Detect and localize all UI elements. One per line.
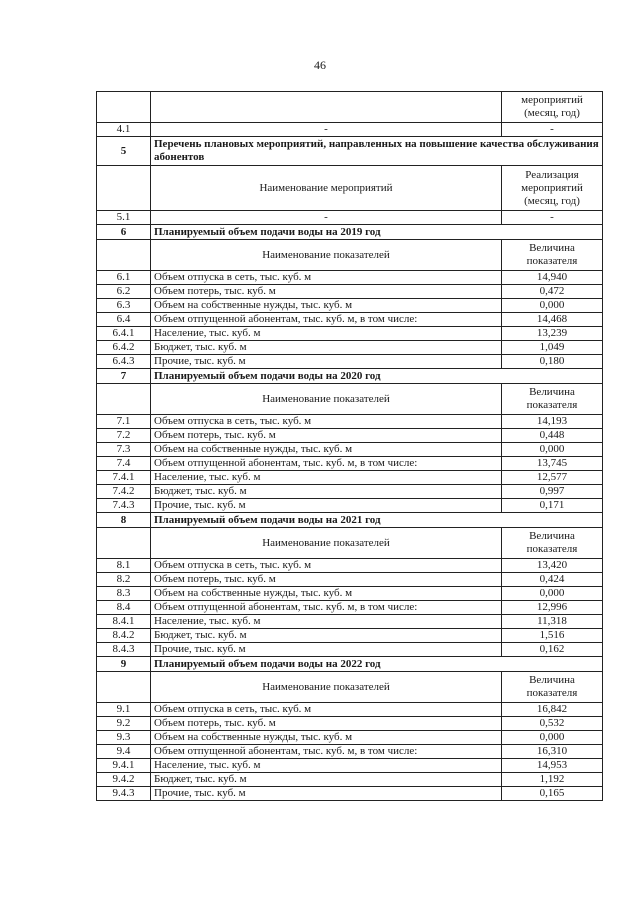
row-value: 16,310: [502, 745, 603, 759]
row-value: -: [502, 211, 603, 225]
table-row: [97, 499, 603, 513]
table-row: [97, 485, 603, 499]
column-header: Величина показателя: [502, 528, 603, 559]
column-header: мероприятий (месяц, год): [502, 92, 603, 123]
row-number: 7.3: [97, 443, 151, 457]
row-name: Объем на собственные нужды, тыс. куб. м: [151, 299, 502, 313]
row-number: 9.3: [97, 731, 151, 745]
empty-cell: [97, 92, 151, 123]
section-header-row: [97, 240, 603, 271]
section-header-row: [97, 672, 603, 703]
row-value: 0,000: [502, 299, 603, 313]
section-title: Планируемый объем подачи воды на 2021 год: [151, 513, 603, 528]
empty-cell: [151, 92, 502, 123]
table-row: [97, 587, 603, 601]
empty-cell: [97, 240, 151, 271]
table-row: [97, 271, 603, 285]
row-name: Объем отпущенной абонентам, тыс. куб. м, в том числе:: [151, 601, 502, 615]
section-header-row: [97, 528, 603, 559]
row-number: 8.4.3: [97, 643, 151, 657]
table-row: [97, 211, 603, 225]
row-value: 12,996: [502, 601, 603, 615]
row-number: 8.1: [97, 559, 151, 573]
row-name: Объем потерь, тыс. куб. м: [151, 717, 502, 731]
table-row: [97, 703, 603, 717]
table-row: [97, 787, 603, 801]
row-name: Объем на собственные нужды, тыс. куб. м: [151, 587, 502, 601]
row-name: Бюджет, тыс. куб. м: [151, 341, 502, 355]
row-name: Население, тыс. куб. м: [151, 615, 502, 629]
page-number: 46: [314, 58, 326, 72]
table-row: [97, 731, 603, 745]
row-number: 4.1: [97, 123, 151, 137]
column-header: Наименование показателей: [151, 384, 502, 415]
row-name: Объем потерь, тыс. куб. м: [151, 573, 502, 587]
row-number: 8.4: [97, 601, 151, 615]
row-number: 6.4.1: [97, 327, 151, 341]
row-name: Объем отпущенной абонентам, тыс. куб. м, в том числе:: [151, 313, 502, 327]
column-header: Реализация мероприятий (месяц, год): [502, 166, 603, 211]
row-number: 7.2: [97, 429, 151, 443]
row-value: 14,940: [502, 271, 603, 285]
row-name: Бюджет, тыс. куб. м: [151, 773, 502, 787]
row-value: 13,745: [502, 457, 603, 471]
row-number: 9.4.2: [97, 773, 151, 787]
row-number: 9.4: [97, 745, 151, 759]
table-row: [97, 443, 603, 457]
row-number: 9.4.1: [97, 759, 151, 773]
row-number: 7.4.2: [97, 485, 151, 499]
row-value: 0,165: [502, 787, 603, 801]
row-value: 0,000: [502, 731, 603, 745]
row-number: 7.1: [97, 415, 151, 429]
row-value: 0,162: [502, 643, 603, 657]
row-name: Объем потерь, тыс. куб. м: [151, 285, 502, 299]
table-row: [97, 313, 603, 327]
table-row: [97, 299, 603, 313]
section-title-row: [97, 513, 603, 528]
table-row: [97, 717, 603, 731]
row-number: 8.3: [97, 587, 151, 601]
row-name: Население, тыс. куб. м: [151, 327, 502, 341]
row-name: Население, тыс. куб. м: [151, 759, 502, 773]
section-number: 5: [97, 137, 151, 166]
table-row: [97, 759, 603, 773]
row-value: 0,000: [502, 443, 603, 457]
row-value: 16,842: [502, 703, 603, 717]
table-row: [97, 629, 603, 643]
row-number: 9.2: [97, 717, 151, 731]
row-name: Бюджет, тыс. куб. м: [151, 629, 502, 643]
row-name: Прочие, тыс. куб. м: [151, 643, 502, 657]
row-value: 14,468: [502, 313, 603, 327]
table-row: [97, 285, 603, 299]
row-name: Прочие, тыс. куб. м: [151, 355, 502, 369]
row-name: -: [151, 123, 502, 137]
row-number: 6.2: [97, 285, 151, 299]
column-header: Наименование показателей: [151, 672, 502, 703]
row-number: 7.4.3: [97, 499, 151, 513]
row-number: 6.1: [97, 271, 151, 285]
row-value: 1,516: [502, 629, 603, 643]
row-value: 0,000: [502, 587, 603, 601]
row-name: Прочие, тыс. куб. м: [151, 499, 502, 513]
row-name: -: [151, 211, 502, 225]
row-value: 0,997: [502, 485, 603, 499]
section-header-row: [97, 166, 603, 211]
section-title-row: [97, 137, 603, 166]
column-header: Наименование показателей: [151, 528, 502, 559]
row-value: 0,424: [502, 573, 603, 587]
main-table: [96, 91, 603, 801]
row-name: Объем отпуска в сеть, тыс. куб. м: [151, 415, 502, 429]
column-header: Величина показателя: [502, 672, 603, 703]
row-value: 14,953: [502, 759, 603, 773]
section-title: Планируемый объем подачи воды на 2020 год: [151, 369, 603, 384]
table-row: [97, 471, 603, 485]
row-value: 14,193: [502, 415, 603, 429]
row-number: 8.4.1: [97, 615, 151, 629]
section-title-row: [97, 225, 603, 240]
row-number: 5.1: [97, 211, 151, 225]
row-value: 12,577: [502, 471, 603, 485]
row-value: 0,448: [502, 429, 603, 443]
row-value: 0,472: [502, 285, 603, 299]
table-row: [97, 429, 603, 443]
section-title: Планируемый объем подачи воды на 2022 год: [151, 657, 603, 672]
row-name: Объем отпущенной абонентам, тыс. куб. м, в том числе:: [151, 457, 502, 471]
section-number: 6: [97, 225, 151, 240]
table-row: [97, 745, 603, 759]
table-row: [97, 327, 603, 341]
row-name: Объем потерь, тыс. куб. м: [151, 429, 502, 443]
section-title: Планируемый объем подачи воды на 2019 год: [151, 225, 603, 240]
table-row: [97, 355, 603, 369]
column-header: Величина показателя: [502, 240, 603, 271]
row-value: 13,420: [502, 559, 603, 573]
row-name: Объем отпуска в сеть, тыс. куб. м: [151, 271, 502, 285]
row-number: 6.4.2: [97, 341, 151, 355]
row-value: -: [502, 123, 603, 137]
row-number: 9.4.3: [97, 787, 151, 801]
empty-cell: [97, 528, 151, 559]
row-name: Объем отпущенной абонентам, тыс. куб. м, в том числе:: [151, 745, 502, 759]
row-value: 1,049: [502, 341, 603, 355]
section-number: 7: [97, 369, 151, 384]
table-row: [97, 559, 603, 573]
table-row: [97, 773, 603, 787]
row-name: Объем отпуска в сеть, тыс. куб. м: [151, 559, 502, 573]
section-title-row: [97, 657, 603, 672]
row-value: 13,239: [502, 327, 603, 341]
section-number: 9: [97, 657, 151, 672]
row-number: 7.4.1: [97, 471, 151, 485]
table-row: [97, 573, 603, 587]
section-header-row: [97, 384, 603, 415]
row-number: 9.1: [97, 703, 151, 717]
continuation-header-row: [97, 92, 603, 123]
main-table-body: [97, 92, 603, 801]
table-row: [97, 643, 603, 657]
row-value: 0,171: [502, 499, 603, 513]
section-number: 8: [97, 513, 151, 528]
section-title-row: [97, 369, 603, 384]
row-name: Объем на собственные нужды, тыс. куб. м: [151, 731, 502, 745]
row-value: 1,192: [502, 773, 603, 787]
row-name: Объем на собственные нужды, тыс. куб. м: [151, 443, 502, 457]
row-name: Население, тыс. куб. м: [151, 471, 502, 485]
section-title: Перечень плановых мероприятий, направленных на повышение качества обслуживания абонентов: [151, 137, 603, 166]
row-value: 11,318: [502, 615, 603, 629]
row-number: 8.2: [97, 573, 151, 587]
table-row: [97, 415, 603, 429]
column-header: Наименование показателей: [151, 240, 502, 271]
column-header: Величина показателя: [502, 384, 603, 415]
row-number: 6.4.3: [97, 355, 151, 369]
empty-cell: [97, 166, 151, 211]
row-name: Прочие, тыс. куб. м: [151, 787, 502, 801]
empty-cell: [97, 384, 151, 415]
table-row: [97, 601, 603, 615]
row-number: 6.3: [97, 299, 151, 313]
row-number: 8.4.2: [97, 629, 151, 643]
table-row: [97, 615, 603, 629]
table-row: [97, 341, 603, 355]
row-number: 6.4: [97, 313, 151, 327]
row-name: Бюджет, тыс. куб. м: [151, 485, 502, 499]
row-number: 7.4: [97, 457, 151, 471]
row-value: 0,180: [502, 355, 603, 369]
column-header: Наименование мероприятий: [151, 166, 502, 211]
row-name: Объем отпуска в сеть, тыс. куб. м: [151, 703, 502, 717]
empty-cell: [97, 672, 151, 703]
table-row: [97, 123, 603, 137]
row-value: 0,532: [502, 717, 603, 731]
table-row: [97, 457, 603, 471]
